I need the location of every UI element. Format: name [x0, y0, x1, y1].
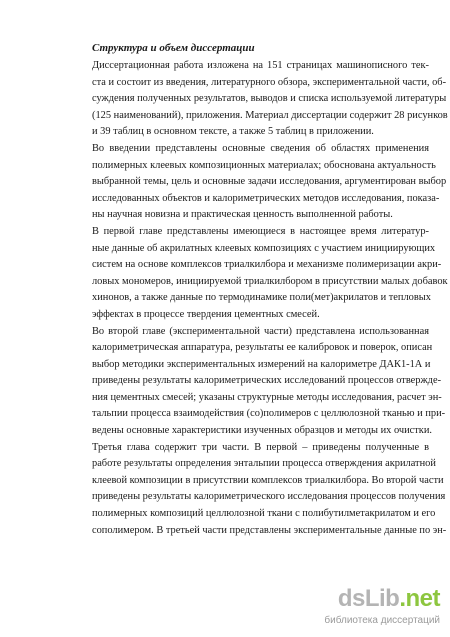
text-line: Третья глава содержит три части. В первой – приведены полученные в [92, 441, 429, 453]
text-line: приведены результаты калориметрических исследований процессов отвержде- [92, 375, 442, 387]
text-line: исследованных объектов и калориметрических методов исследования, показа- [92, 192, 440, 204]
watermark-logo-main: dsLib [337, 585, 400, 612]
text-line: (125 наименований), приложения. Материал диссертации содержит 28 рисунков [92, 109, 448, 121]
text-line: Диссертационная работа изложена на 151 страницах машинописного тек- [92, 60, 429, 71]
text-line: ведены основные характеристики изученных образцов и методы их очистки. [92, 425, 433, 437]
text-line: выбранной темы, цель и основные задачи исследования, аргументирован выбор [92, 176, 447, 188]
text-line: полимерных композиций целлюлозной ткани с полибутилметакрилатом и его [92, 508, 436, 520]
text-line: калориметрическая аппаратура, результаты ее калибровок и поверок, описан [92, 342, 433, 354]
text-line: сополимером. В третьей части представлены экспериментальные данные по эн- [92, 524, 447, 536]
text-line: тальпии процесса взаимодействия (со)полимеров с целлюлозной тканью и при- [92, 408, 446, 420]
text-line: и 39 таблиц в основном тексте, а также 5 таблиц в приложении. [92, 126, 374, 138]
watermark-logo-tld: .net [399, 585, 440, 612]
text-line: В первой главе представлены имеющиеся в настоящее время литератур- [92, 225, 429, 237]
text-line: ны научная новизна и практическая ценность выполненной работы. [92, 209, 393, 221]
text-line: ния цементных смесей; указаны структурные методы исследования, расчет эн- [92, 391, 442, 403]
watermark-logo [338, 585, 440, 613]
watermark-subtitle: библиотека диссертаций [324, 615, 440, 626]
text-line: ловых мономеров, инициируемой триалкилбором в присутствии малых добавок [92, 275, 448, 287]
text-line: выбор методики экспериментальных измерений на калориметре ДАК1-1А и [92, 358, 431, 370]
text-line: Во введении представлены основные сведения об областях применения [92, 142, 429, 154]
body-text [92, 58, 448, 539]
text-line: Во второй главе (экспериментальной части) представлена использованная [92, 325, 429, 337]
text-line: полимерных клеевых композиционных материалах; обоснована актуальность [92, 159, 436, 171]
text-line: ста и состоит из введения, литературного обзора, экспериментальной части, об- [92, 76, 447, 88]
text-line: эффектах в процессе твердения цементных смесей. [92, 308, 320, 320]
text-line: хинонов, а также данные по термодинамике поли(мет)акрилатов и тепловых [92, 292, 431, 304]
watermark [320, 585, 440, 631]
text-line: приведены результаты калориметрического исследования процессов получения [92, 491, 446, 503]
text-line: систем на основе комплексов триалкилбора и механизме полимеризации акри- [92, 259, 442, 271]
text-line: ные данные об акрилатных клеевых композициях с участием инициирующих [92, 242, 436, 254]
text-line: суждения полученных результатов, выводов и списка используемой литературы [92, 93, 447, 105]
text-line: клеевой композиции в присутствии комплексов триалкилбора. Во второй части [92, 474, 444, 486]
text-line: работе результаты определения энтальпии процесса отверждения акрилатной [92, 458, 436, 470]
section-heading: Структура и объем диссертации [92, 42, 255, 54]
